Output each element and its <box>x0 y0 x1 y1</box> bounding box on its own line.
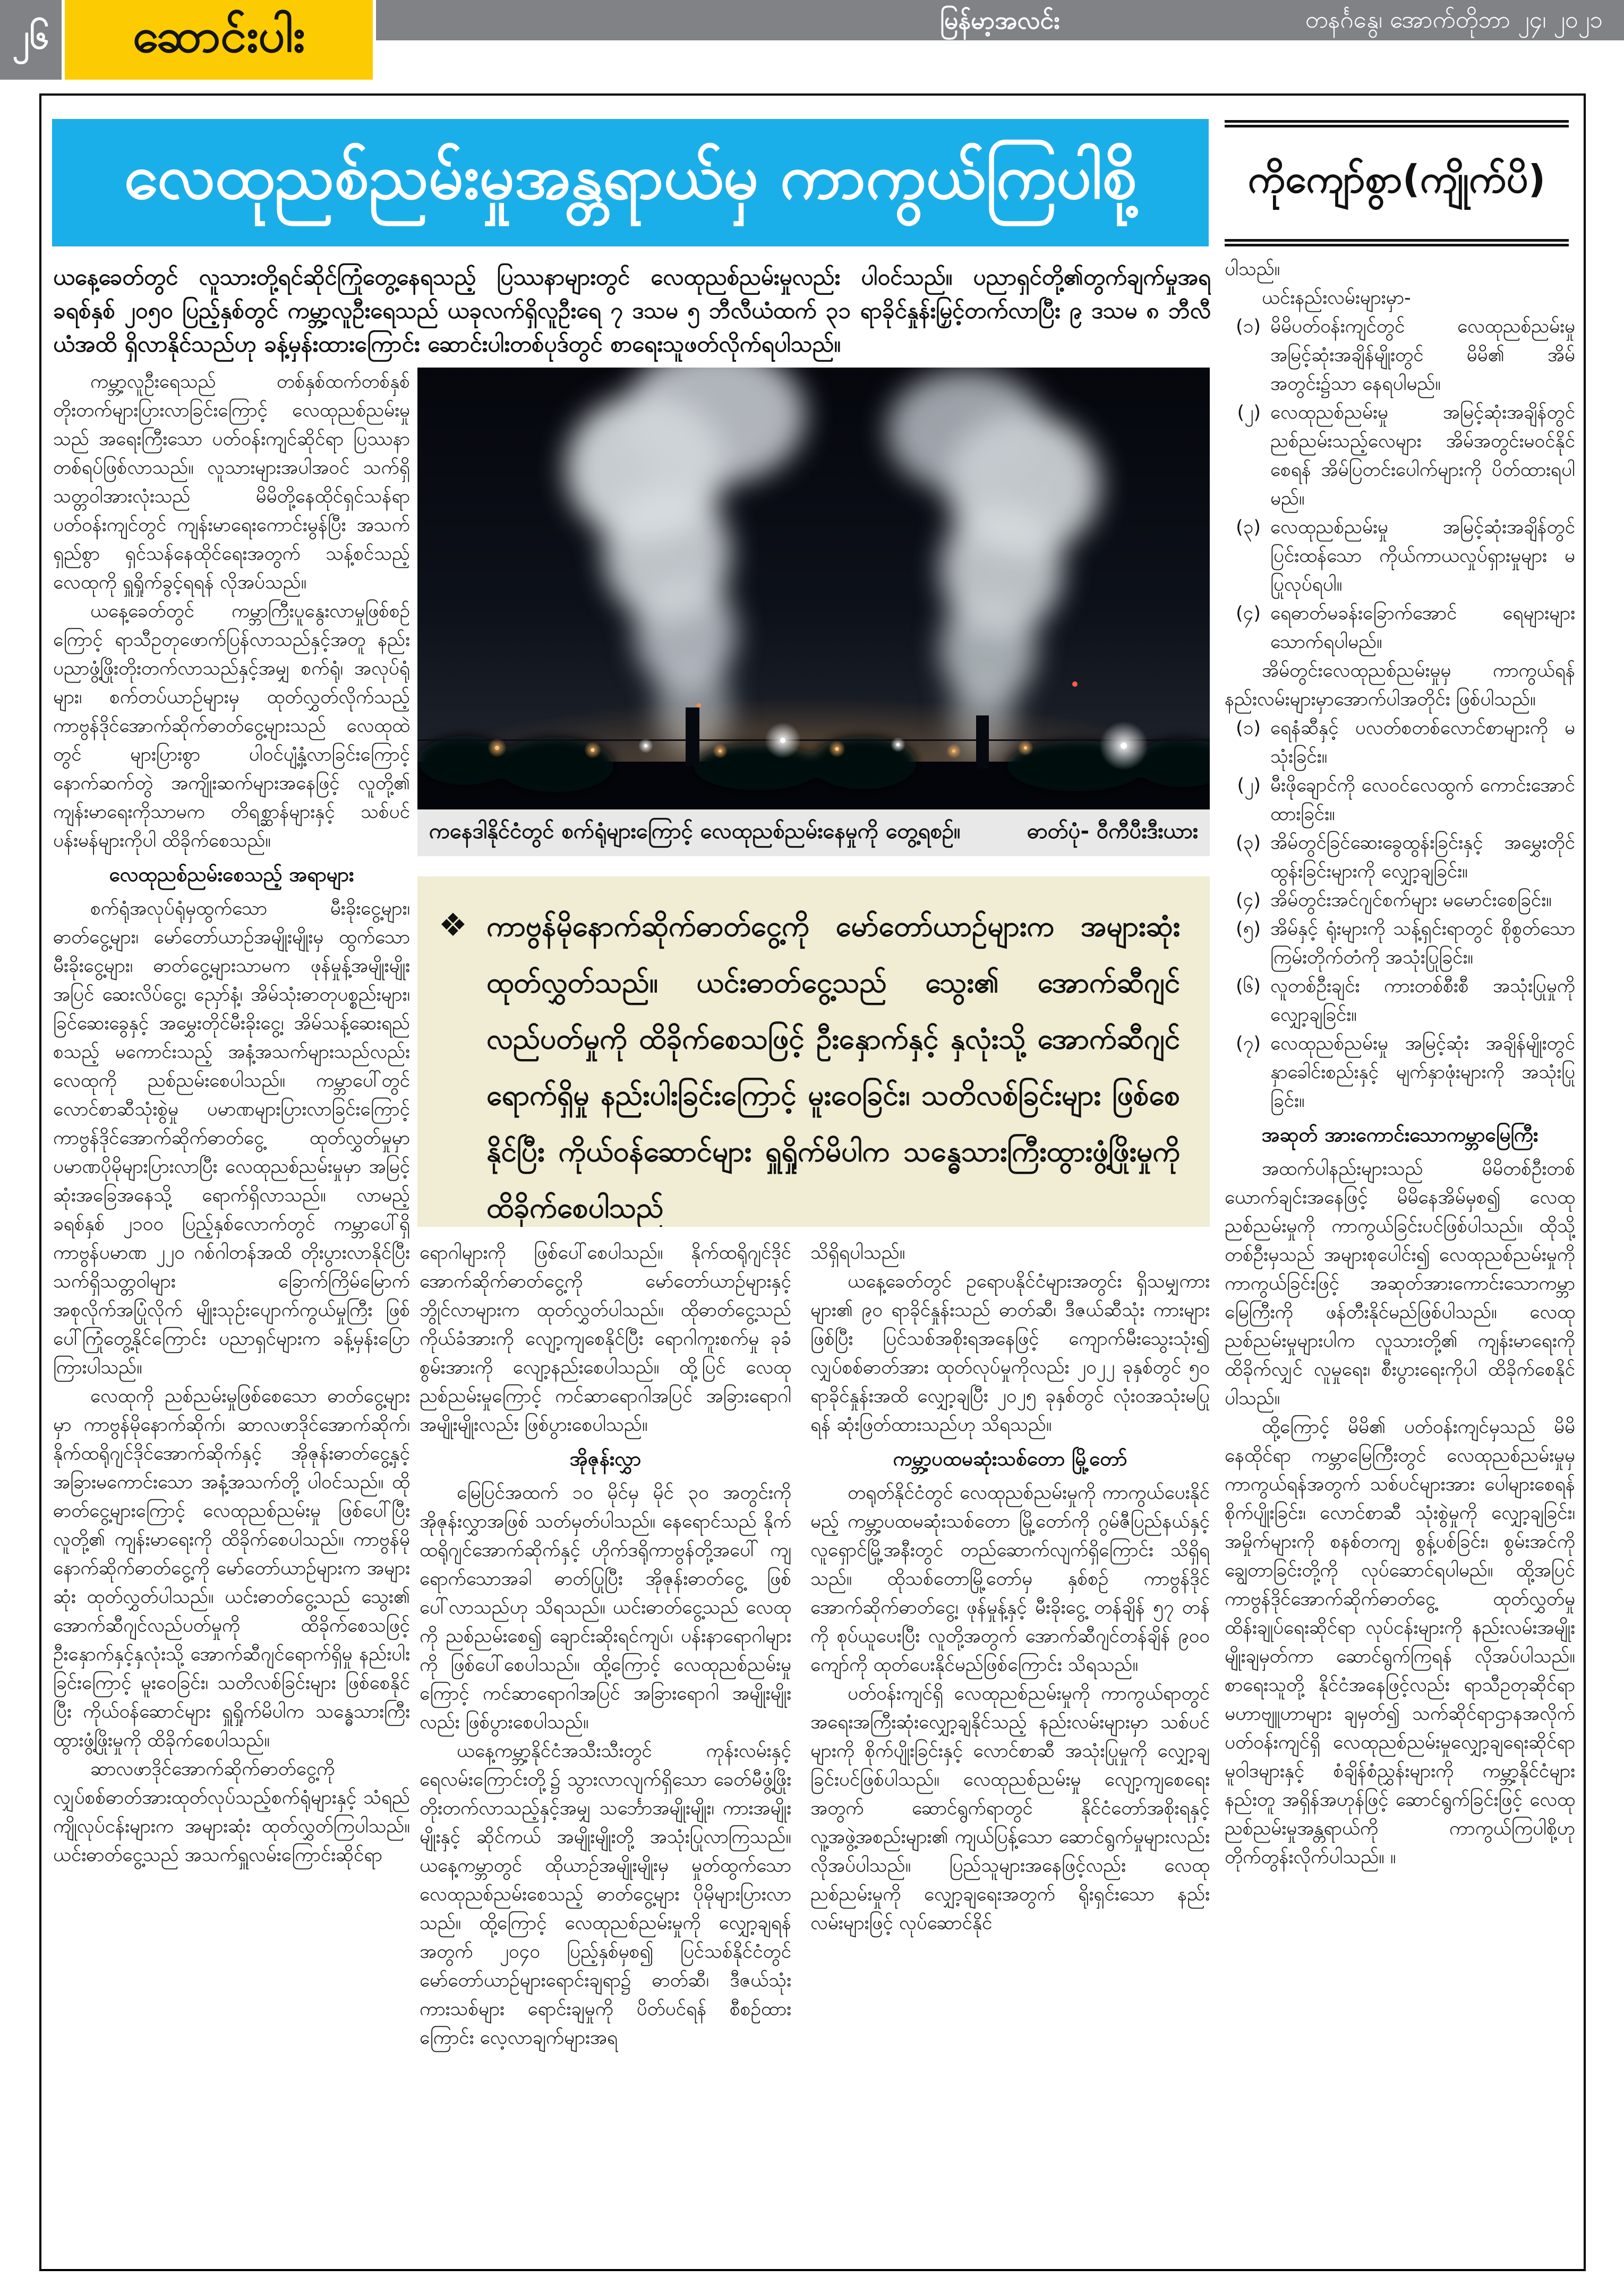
body-paragraph: ယင်းနည်းလမ်းများမှာ- <box>1262 287 1411 309</box>
list-item <box>1225 915 1575 972</box>
body-column-sidebar <box>1225 255 1575 2256</box>
body-paragraph: မြေပြင်အထက် ၁၀ မိုင်မှ မိုင် ၃၀ အတွင်းကို အိုဇုန်းလွှာအဖြစ် သတ်မှတ်ပါသည်။ နေရောင်သည် နိုက်ထရိုဂျင်အောက်ဆိုက်နှင့် ဟိုက်ဒရိုကာဗွန်တို့အပေါ် ကျရောက်သောအခါ ဓာတ်ပြုပြီး အိုဇုန်းဓာတ်ငွေ့ ဖြစ်ပေါ်လာသည်ဟု သိရသည်။ ယင်းဓာတ်ငွေ့သည် လေထုကို ညစ်ညမ်းစေ၍ ချောင်းဆိုးရင်ကျပ်၊ ပန်းနာရောဂါများကို ဖြစ်ပေါ်စေပါသည်။ ထို့ကြောင့် လေထုညစ်ညမ်းမှုကြောင့် ကင်ဆာရောဂါအပြင် အခြားရောဂါ အမျိုးမျိုးလည်း ဖြစ်ပွားစေပါသည်။ <box>420 1482 791 1733</box>
body-paragraph: ဆာလဖာဒိုင်အောက်ဆိုက်ဓာတ်ငွေ့ကို လျှပ်စစ်ဓာတ်အားထုတ်လုပ်သည့်စက်ရုံများနှင့် သံရည်ကျိုလုပ်ငန်းများက အများဆုံး ထုတ်လွှတ်ကြပါသည်။ ယင်းဓာတ်ငွေ့သည် အသက်ရှူလမ်းကြောင်းဆိုင်ရာ <box>53 1759 410 1866</box>
body-column-3 <box>810 1239 1210 2256</box>
smokestack-right <box>976 715 989 769</box>
body-paragraph: ထို့ကြောင့် မိမိ၏ ပတ်ဝန်းကျင်မှသည် မိမိနေထိုင်ရာ ကမ္ဘာမြေကြီးတွင် လေထုညစ်ညမ်းမှုမှ ကာကွယ်ရန်အတွက် သစ်ပင်များအား ပေါများစေရန် စိုက်ပျိုးခြင်း၊ လောင်စာဆီ သုံးစွဲမှုကို လျှော့ချခြင်း၊ အမှိုက်များကို စနစ်တကျ စွန့်ပစ်ခြင်း၊ စွမ်းအင်ကို ချွေတာခြင်းတို့ကို လုပ်ဆောင်ရပါမည်။ ထို့အပြင် ကာဗွန်ဒိုင်အောက်ဆိုက်ဓာတ်ငွေ့ ထုတ်လွှတ်မှု ထိန်းချုပ်ရေးဆိုင်ရာ လုပ်ငန်းများကို နည်းလမ်းအမျိုးမျိုးချမှတ်ကာ ဆောင်ရွက်ကြရန် လိုအပ်ပါသည်။ စာရေးသူတို့ နိုင်ငံအနေဖြင့်လည်း ရာသီဥတုဆိုင်ရာ မဟာဗျူဟာများ ချမှတ်၍ သက်ဆိုင်ရာဌာနအလိုက် ပတ်ဝန်းကျင်ရှိ လေထုညစ်ညမ်းမှုလျှော့ချရေးဆိုင်ရာ မူဝါဒများနှင့် စံချိန်စံညွှန်းများကို ကမ္ဘာ့နိုင်ငံများနည်းတူ အရှိန်အဟုန်ဖြင့် ဆောင်ရွက်ခြင်းဖြင့် လေထုညစ်ညမ်းမှုအန္တရာယ်ကို ကာကွယ်ကြပါစို့ဟု တိုက်တွန်းလိုက်ပါသည်။ ။ <box>1225 1417 1575 1868</box>
diamond-bullet-icon: ❖ <box>439 907 467 944</box>
body-paragraph: ပါသည်။ <box>1225 259 1280 280</box>
section-label: ဆောင်းပါး <box>65 0 373 80</box>
column-subheading: အဆုတ် အားကောင်းသောကမ္ဘာမြေကြီး <box>1261 1123 1538 1146</box>
list-item-number: (၂) <box>1237 402 1261 423</box>
list-item <box>1225 513 1575 599</box>
photo-caption-bar <box>417 809 1210 856</box>
body-paragraph: ယနေ့ခေတ်တွင် ကမ္ဘာကြီးပူနွေးလာမှုဖြစ်စဉ်ကြောင့် ရာသီဥတုဖောက်ပြန်လာသည်နှင့်အတူ နည်းပညာဖွံ့ဖြိုးတိုးတက်လာသည်နှင့်အမျှ စက်ရုံ၊ အလုပ်ရုံများ၊ စက်တပ်ယာဉ်များမှ ထုတ်လွှတ်လိုက်သည့် ကာဗွန်ဒိုင်အောက်ဆိုက်ဓာတ်ငွေ့များသည် လေထုထဲတွင် များပြားစွာ ပါဝင်ပျံ့နှံ့လာခြင်းကြောင့် နောက်ဆက်တွဲ အကျိုးဆက်များအနေဖြင့် လူတို့၏ ကျန်းမာရေးကိုသာမက တိရစ္ဆာန်များနှင့် သစ်ပင်ပန်းမန်များကိုပါ ထိခိုက်စေသည်။ <box>53 601 410 851</box>
list-item-number: (၄) <box>1236 603 1261 624</box>
body-paragraph: အထက်ပါနည်းများသည် မိမိတစ်ဦးတစ်ယောက်ချင်းအနေဖြင့် မိမိနေအိမ်မှစ၍ လေထုညစ်ညမ်းမှုကို ကာကွယ်ခြင်းပင်ဖြစ်ပါသည်။ ထိုသို့ တစ်ဦးမှသည် အများစုပေါင်း၍ လေထုညစ်ညမ်းမှုကို ကာကွယ်ခြင်းဖြင့် အဆုတ်အားကောင်းသောကမ္ဘာမြေကြီးကို ဖန်တီးနိုင်မည်ဖြစ်ပါသည်။ လေထုညစ်ညမ်းမှုများပါက လူသားတို့၏ ကျန်းမာရေးကို ထိခိုက်လျှင် လူမှုရေး၊ စီးပွားရေးကိုပါ ထိခိုက်စေနိုင်ပါသည်။ <box>1225 1158 1575 1409</box>
list-item <box>1225 886 1575 915</box>
list-item-text: လူတစ်ဦးချင်း ကားတစ်စီးစီ အသုံးပြုမှုကို လျှော့ချခြင်း။ <box>1270 976 1575 1026</box>
column-subheading: အိုဇုန်းလွှာ <box>569 1447 642 1470</box>
factory-smoke-illustration <box>417 368 1210 809</box>
list-item-text: မိမိပတ်ဝန်းကျင်တွင် လေထုညစ်ညမ်းမှု အမြင့်ဆုံးအချိန်မျိုးတွင် မိမိ၏ အိမ်အတွင်း၌သာ နေရပါမည်။ <box>1270 316 1575 395</box>
list-item <box>1225 771 1575 829</box>
list-item-text: အိမ်တွင်းအင်ဂျင်စက်များ မမောင်းစေခြင်း။ <box>1270 890 1552 911</box>
list-item <box>1225 972 1575 1029</box>
body-column-1 <box>53 368 410 2256</box>
body-column-2 <box>420 1239 791 2256</box>
list-item-text: လေထုညစ်ညမ်းမှု အမြင့်ဆုံးအချိန်တွင် ညစ်ညမ်းသည့်လေများ အိမ်အတွင်းမဝင်နိုင်စေရန် အိမ်ပြတင်းပေါက်များကို ပိတ်ထားရပါမည်။ <box>1270 402 1575 509</box>
list-item-number: (၃) <box>1236 517 1261 538</box>
body-paragraph: ယနေ့ခေတ်တွင် ဥရောပနိုင်ငံများအတွင်း ရှိသမျှကားများ၏ ၉၀ ရာခိုင်နှုန်းသည် ဓာတ်ဆီ၊ ဒီဇယ်ဆီသုံး ကားများဖြစ်ပြီး ပြင်သစ်အစိုးရအနေဖြင့် ကျောက်မီးသွေးသုံး၍ လျှပ်စစ်ဓာတ်အား ထုတ်လုပ်မှုကိုလည်း ၂၀၂၂ ခုနှစ်တွင် ၅၀ ရာခိုင်နှုန်းအထိ လျှော့ချပြီး ၂၀၂၅ ခုနှစ်တွင် လုံးဝအသုံးမပြုရန် ဆုံးဖြတ်ထားသည်ဟု သိရသည်။ <box>810 1271 1210 1436</box>
list-item-number: (၅) <box>1236 918 1261 940</box>
header-bar <box>376 0 1624 40</box>
body-paragraph: ကမ္ဘာ့လူဦးရေသည် တစ်နှစ်ထက်တစ်နှစ် တိုးတက်များပြားလာခြင်းကြောင့် လေထုညစ်ညမ်းမှုသည် အရေးကြီးသော ပတ်ဝန်းကျင်ဆိုင်ရာ ပြဿနာတစ်ရပ်ဖြစ်လာသည်။ လူသားများအပါအဝင် သက်ရှိသတ္တဝါအားလုံးသည် မိမိတို့နေထိုင်ရှင်သန်ရာပတ်ဝန်းကျင်တွင် ကျန်းမာရေးကောင်းမွန်ပြီး အသက်ရှည်စွာ ရှင်သန်နေထိုင်ရေးအတွက် သန့်စင်သည့်လေထုကို ရှူရှိုက်ခွင့်ရရန် လိုအပ်သည်။ <box>53 371 410 593</box>
list-item <box>1225 312 1575 398</box>
list-item-text: အိမ်နှင့် ရုံးများကို သန့်ရှင်းရာတွင် စိုစွတ်သော ကြမ်းတိုက်တံကို အသုံးပြုခြင်း။ <box>1270 918 1575 968</box>
photo-caption: ကနေဒါနိုင်ငံတွင် စက်ရုံများကြောင့် လေထုညစ်ညမ်းနေမှုကို တွေ့ရစဉ်။ <box>429 818 961 843</box>
page-header <box>0 0 1624 81</box>
author-byline: ကိုကျော်စွာ(ကျိုက်ပိ) <box>1225 120 1569 246</box>
body-paragraph: ယနေ့ကမ္ဘာ့နိုင်ငံအသီးသီးတွင် ကုန်းလမ်းနှင့် ရေလမ်းကြောင်းတို့၌ သွားလာလျက်ရှိသော ခေတ်မီဖွံ့ဖြိုးတိုးတက်လာသည့်နှင့်အမျှ သင်္ဘောအမျိုးမျိုး၊ ကားအမျိုးမျိုးနှင့် ဆိုင်ကယ် အမျိုးမျိုးတို့ အသုံးပြုလာကြသည်။ ယနေ့ကမ္ဘာတွင် ထိုယာဉ်အမျိုးမျိုးမှ မှုတ်ထွက်သော လေထုညစ်ညမ်းစေသည့် ဓာတ်ငွေ့များ ပိုမိုများပြားလာသည်။ ထို့ကြောင့် လေထုညစ်ညမ်းမှုကို လျှော့ချရန်အတွက် ၂၀၄၀ ပြည့်နှစ်မှစ၍ ပြင်သစ်နိုင်ငံတွင် မော်တော်ယာဉ်များရောင်းချရာ၌ ဓာတ်ဆီ၊ ဒီဇယ်သုံးကားသစ်များ ရောင်းချမှုကို ပိတ်ပင်ရန် စီစဉ်ထားကြောင်း လေ့လာချက်များအရ <box>420 1741 791 2049</box>
page-number: ၂၆ <box>0 0 62 80</box>
issue-date: တနင်္ဂနွေ၊ အောက်တိုဘာ ၂၄၊ ၂၀၂၁ <box>1305 6 1603 33</box>
list-item <box>1225 1029 1575 1115</box>
pull-quote-text: ကာဗွန်မိုနောက်ဆိုက်ဓာတ်ငွေ့ကို မော်တော်ယာဉ်များက အများဆုံး ထုတ်လွှတ်သည်။ ယင်းဓာတ်ငွေ့သည် သွေး၏ အောက်ဆီဂျင်လည်ပတ်မှုကို ထိခိုက်စေသဖြင့် ဦးနှောက်နှင့် နှလုံးသို့ အောက်ဆီဂျင်ရောက်ရှိမှု နည်းပါးခြင်းကြောင့် မူးဝေခြင်း၊ သတိလစ်ခြင်းများ ဖြစ်စေနိုင်ပြီး ကိုယ်ဝန်ဆောင်များ ရှူရှိုက်မိပါက သန္ဓေသားကြီးထွားဖွံ့ဖြိုးမှုကို ထိခိုက်စေပါသည် <box>486 910 1180 1224</box>
body-paragraph: လေထုကို ညစ်ညမ်းမှုဖြစ်စေသော ဓာတ်ငွေ့များမှာ ကာဗွန်မိုနောက်ဆိုက်၊ ဆာလဖာဒိုင်အောက်ဆိုက်၊ နိုက်ထရိုဂျင်ဒိုင်အောက်ဆိုက်နှင့် အိုဇုန်းဓာတ်ငွေ့နှင့် အခြားမကောင်းသော အနံ့အသက်တို့ ပါဝင်သည်။ ထိုဓာတ်ငွေ့များကြောင့် လေထုညစ်ညမ်းမှု ဖြစ်ပေါ်ပြီး လူတို့၏ ကျန်းမာရေးကို ထိခိုက်စေပါသည်။ ကာဗွန်မိုနောက်ဆိုက်ဓာတ်ငွေ့ကို မော်တော်ယာဉ်များက အများဆုံး ထုတ်လွှတ်ပါသည်။ ယင်းဓာတ်ငွေ့သည် သွေး၏ အောက်ဆီဂျင်လည်ပတ်မှုကို ထိခိုက်စေသဖြင့် ဦးနှောက်နှင့်နှလုံးသို့ အောက်ဆီဂျင်ရောက်ရှိမှု နည်းပါးခြင်းကြောင့် မူးဝေခြင်း၊ သတိလစ်ခြင်းများ ဖြစ်စေနိုင်ပြီး ကိုယ်ဝန်ဆောင်များ ရှူရှိုက်မိပါက သန္ဓေသားကြီးထွားဖွံ့ဖြိုးမှုကို ထိခိုက်စေပါသည်။ <box>53 1386 410 1751</box>
list-item-text: ရေနံဆီနှင့် ပလတ်စတစ်လောင်စာများကို မသုံးခြင်း။ <box>1270 718 1575 767</box>
list-item-number: (၄) <box>1236 890 1261 911</box>
article-lede: ယနေ့ခေတ်တွင် လူသားတို့ရင်ဆိုင်ကြုံတွေ့နေရသည့် ပြဿနာများတွင် လေထုညစ်ညမ်းမှုလည်း ပါဝင်သည်။ ပညာရှင်တို့၏တွက်ချက်မှုအရ ခရစ်နှစ် ၂၀၅၀ ပြည့်နှစ်တွင် ကမ္ဘာ့လူဦးရေသည် ယခုလက်ရှိလူဦးရေ ၇ ဒသမ ၅ ဘီလီယံထက် ၃၁ ရာခိုင်နှုန်းမြှင့်တက်လာပြီး ၉ ဒသမ ၈ ဘီလီယံအထိ ရှိလာနိုင်သည်ဟု ခန့်မှန်းထားကြောင်း ဆောင်းပါးတစ်ပုဒ်တွင် စာရေးသူဖတ်လိုက်ရပါသည်။ <box>53 264 1211 357</box>
newspaper-name: မြန်မာ့အလင်း <box>940 6 1060 35</box>
list-item <box>1225 714 1575 771</box>
list-item-text: လေထုညစ်ညမ်းမှု အမြင့်ဆုံးအချိန်တွင် ပြင်းထန်သော ကိုယ်ကာယလှုပ်ရှားမှုများ မပြုလုပ်ရပါ။ <box>1270 517 1575 595</box>
article-frame <box>39 93 1586 2271</box>
article-headline: လေထုညစ်ညမ်းမှုအန္တရာယ်မှ ကာကွယ်ကြပါစို့ <box>52 119 1209 246</box>
article-photo <box>417 368 1210 809</box>
body-paragraph: ပတ်ဝန်းကျင်ရှိ လေထုညစ်ညမ်းမှုကို ကာကွယ်ရာတွင် အရေးအကြီးဆုံးလျှော့ချနိုင်သည့် နည်းလမ်းများမှာ သစ်ပင်များကို စိုက်ပျိုးခြင်းနှင့် လောင်စာဆီ အသုံးပြုမှုကို လျှော့ချခြင်းပင်ဖြစ်ပါသည်။ လေထုညစ်ညမ်းမှု လျော့ကျစေရေးအတွက် ဆောင်ရွက်ရာတွင် နိုင်ငံတော်အစိုးရနှင့် လူ့အဖွဲ့အစည်းများ၏ ကျယ်ပြန့်သော ဆောင်ရွက်မှုများလည်း လိုအပ်ပါသည်။ ပြည်သူများအနေဖြင့်လည်း လေထုညစ်ညမ်းမှုကို လျှော့ချရေးအတွက် ရိုးရှင်းသော နည်းလမ်းများဖြင့် လုပ်ဆောင်နိုင် <box>810 1683 1210 1934</box>
list-item <box>1225 829 1575 886</box>
body-paragraph: သိရှိရပါသည်။ <box>810 1242 905 1264</box>
list-item-number: (၁) <box>1236 718 1261 739</box>
list-item-number: (၂) <box>1237 775 1261 796</box>
body-paragraph: အိမ်တွင်းလေထုညစ်ညမ်းမှုမှ ကာကွယ်ရန် နည်းလမ်းများမှာအောက်ပါအတိုင်း ဖြစ်ပါသည်။ <box>1225 660 1575 710</box>
body-paragraph: တရုတ်နိုင်ငံတွင် လေထုညစ်ညမ်းမှုကို ကာကွယ်ပေးနိုင်မည့် ကမ္ဘာ့ပထမဆုံးသစ်တော မြို့တော်ကို ဂွမ်ဇီပြည်နယ်နှင့် လူရှောင်မြို့အနီးတွင် တည်ဆောက်လျက်ရှိကြောင်း သိရှိရသည်။ ထိုသစ်တောမြို့တော်မှ နှစ်စဉ် ကာဗွန်ဒိုင်အောက်ဆိုက်ဓာတ်ငွေ့၊ ဖုန်မှုန့်နှင့် မီးခိုးငွေ့ တန်ချိန် ၅၇ တန်ကို စုပ်ယူပေးပြီး လူတို့အတွက် အောက်ဆီဂျင်တန်ချိန် ၉၀၀ ကျော်ကို ထုတ်ပေးနိုင်မည်ဖြစ်ကြောင်း သိရသည်။ <box>810 1482 1210 1676</box>
smokestack-left <box>686 707 699 766</box>
list-item-number: (၇) <box>1236 1033 1261 1054</box>
column-subheading: လေထုညစ်ညမ်းစေသည့် အရာများ <box>109 863 354 886</box>
list-item-text: လေထုညစ်ညမ်းမှု အမြင့်ဆုံး အချိန်မျိုးတွင် နှာခေါင်းစည်းနှင့် မျက်နှာဖုံးများကို အသုံးပြုခြင်း။ <box>1270 1033 1575 1112</box>
list-item-number: (၃) <box>1236 832 1261 854</box>
list-item-text: မီးဖိုချောင်ကို လေဝင်လေထွက် ကောင်းအောင်ထားခြင်း။ <box>1270 775 1575 825</box>
pull-quote-box <box>417 876 1210 1227</box>
column-subheading: ကမ္ဘာ့ပထမဆုံးသစ်တော မြို့တော် <box>893 1447 1127 1470</box>
list-item <box>1225 398 1575 513</box>
list-item-number: (၆) <box>1236 976 1261 997</box>
body-paragraph: စက်ရုံအလုပ်ရုံမှထွက်သော မီးခိုးငွေ့များ၊ ဓာတ်ငွေ့များ၊ မော်တော်ယာဉ်အမျိုးမျိုးမှ ထွက်သော မီးခိုးငွေ့များ၊ ဓာတ်ငွေ့များသာမက ဖုန်မှုန့်အမျိုးမျိုးအပြင် ဆေးလိပ်ငွေ့၊ ညှော်နံ့၊ အိမ်သုံးဓာတုပစ္စည်းများ၊ ခြင်ဆေးခွေနှင့် အမွှေးတိုင်မီးခိုးငွေ့၊ အိမ်သန့်ဆေးရည် စသည့် မကောင်းသည့် အနံ့အသက်များသည်လည်း လေထုကို ညစ်ညမ်းစေပါသည်။ ကမ္ဘာပေါ်တွင် လောင်စာဆီသုံးစွဲမှု ပမာဏများပြားလာခြင်းကြောင့် ကာဗွန်ဒိုင်အောက်ဆိုက်ဓာတ်ငွေ့ ထုတ်လွှတ်မှုမှာ ပမာဏပိုမိုများပြားလာပြီး လေထုညစ်ညမ်းမှုမှာ အမြင့်ဆုံးအခြေအနေသို့ ရောက်ရှိလာသည်။ လာမည့် ခရစ်နှစ် ၂၁၀၀ ပြည့်နှစ်လောက်တွင် ကမ္ဘာပေါ်ရှိ ကာဗွန်ပမာဏ ၂၂၀ ဂစ်ဂါတန်အထိ တိုးပွားလာနိုင်ပြီး သက်ရှိသတ္တဝါများ ခြောက်ကြိမ်မြောက် အစုလိုက်အပြုံလိုက် မျိုးသုဉ်းပျောက်ကွယ်မှုကြီး ဖြစ်ပေါ်ကြုံတွေ့နိုင်ကြောင်း ပညာရှင်များက ခန့်မှန်းပြောကြားပါသည်။ <box>53 898 410 1378</box>
list-item-text: အိမ်တွင်ခြင်ဆေးခွေထွန်းခြင်းနှင့် အမွှေးတိုင် ထွန်းခြင်းများကို လျှော့ချခြင်း။ <box>1270 832 1575 882</box>
body-paragraph: ရောဂါများကို ဖြစ်ပေါ်စေပါသည်။ နိုက်ထရိုဂျင်ဒိုင်အောက်ဆိုက်ဓာတ်ငွေ့ကို မော်တော်ယာဉ်များနှင့် ဘွိုင်လာများက ထုတ်လွှတ်ပါသည်။ ထိုဓာတ်ငွေ့သည် ကိုယ်ခံအားကို လျော့ကျစေနိုင်ပြီး ရောဂါကူးစက်မှု ခုခံစွမ်းအားကို လျော့နည်းစေပါသည်။ ထို့ပြင် လေထုညစ်ညမ်းမှုကြောင့် ကင်ဆာရောဂါအပြင် အခြားရောဂါ အမျိုးမျိုးလည်း ဖြစ်ပွားစေပါသည်။ <box>420 1242 791 1436</box>
list-item <box>1225 599 1575 656</box>
list-item-text: ရေဓာတ်မခန်းခြောက်အောင် ရေများများ သောက်ရပါမည်။ <box>1270 603 1575 653</box>
list-item-number: (၁) <box>1236 316 1261 337</box>
photo-credit: ဓာတ်ပုံ- ဝီကီပီးဒီးယား <box>1027 818 1198 843</box>
